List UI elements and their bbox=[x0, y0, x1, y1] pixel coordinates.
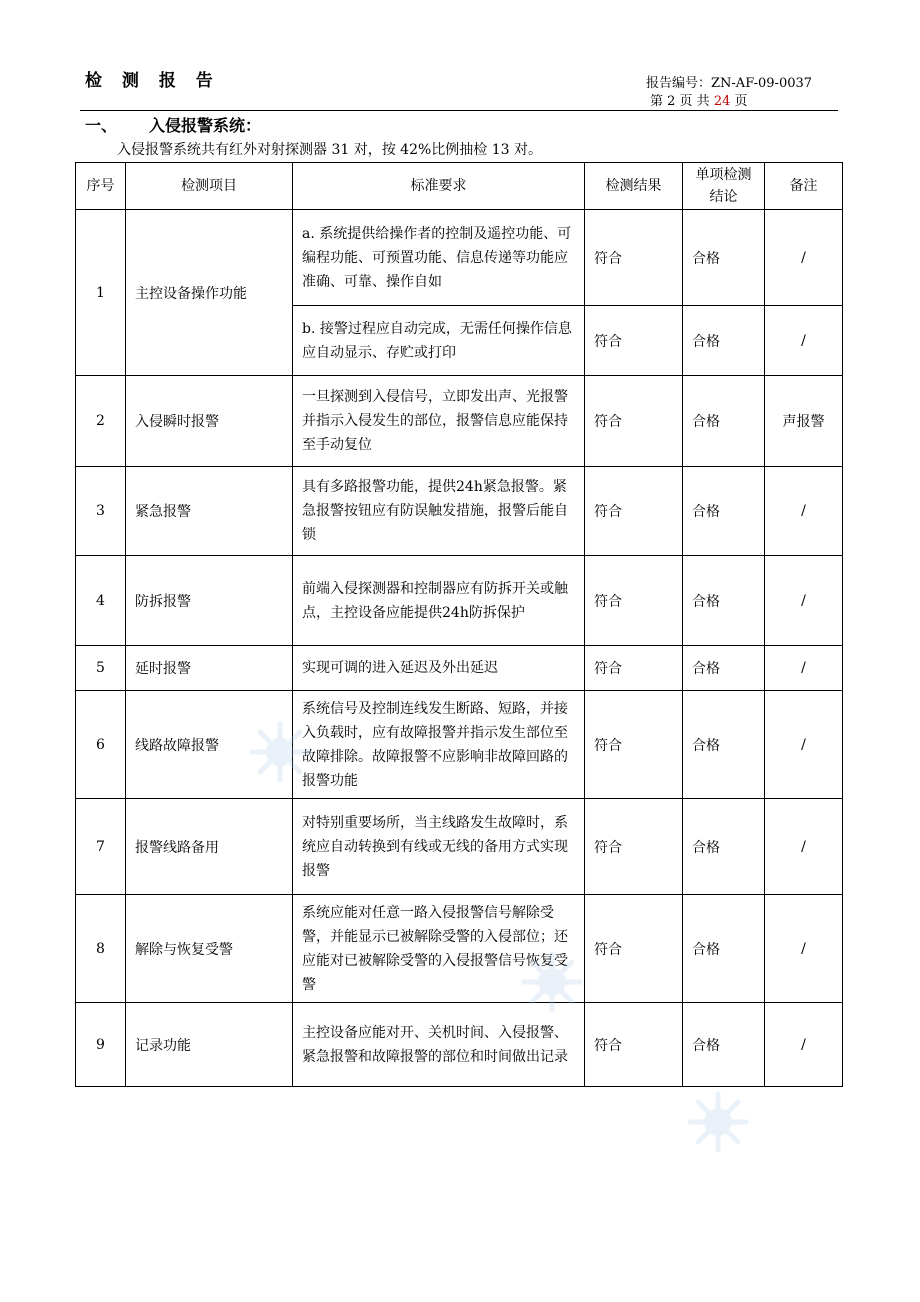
row-remark: / bbox=[765, 556, 843, 646]
row-result: 符合 bbox=[585, 210, 683, 306]
row-conclusion: 合格 bbox=[683, 799, 765, 895]
row-conclusion: 合格 bbox=[683, 646, 765, 691]
section-heading bbox=[85, 113, 261, 136]
header-rule bbox=[80, 110, 838, 111]
inspection-table bbox=[75, 162, 843, 1087]
watermark-snowflake-icon bbox=[520, 950, 584, 1014]
row-conclusion: 合格 bbox=[683, 467, 765, 556]
row-item: 线路故障报警 bbox=[126, 691, 293, 799]
row-conclusion: 合格 bbox=[683, 306, 765, 376]
table-header-row bbox=[76, 163, 843, 210]
row-result: 符合 bbox=[585, 1003, 683, 1087]
header-requirement: 标准要求 bbox=[293, 163, 585, 210]
row-no: 5 bbox=[76, 646, 126, 691]
row-conclusion: 合格 bbox=[683, 895, 765, 1003]
row-requirement: 实现可调的进入延迟及外出延迟 bbox=[293, 646, 585, 691]
row-result: 符合 bbox=[585, 306, 683, 376]
row-remark: / bbox=[765, 210, 843, 306]
row-conclusion: 合格 bbox=[683, 1003, 765, 1087]
row-requirement: 具有多路报警功能，提供24h紧急报警。紧急报警按钮应有防误触发措施，报警后能自锁 bbox=[293, 467, 585, 556]
document-title: 检 测 报 告 bbox=[85, 71, 220, 91]
row-remark: / bbox=[765, 895, 843, 1003]
row-requirement: 系统信号及控制连线发生断路、短路，并接入负载时，应有故障报警并指示发生部位至故障排除。故障报警不应影响非故障回路的报警功能 bbox=[293, 691, 585, 799]
row-conclusion: 合格 bbox=[683, 210, 765, 306]
row-item: 入侵瞬时报警 bbox=[126, 376, 293, 467]
row-result: 符合 bbox=[585, 691, 683, 799]
row-conclusion: 合格 bbox=[683, 376, 765, 467]
section-intro: 入侵报警系统共有红外对射探测器 31 对，按 42%比例抽检 13 对。 bbox=[117, 142, 542, 158]
row-no: 3 bbox=[76, 467, 126, 556]
row-result: 符合 bbox=[585, 895, 683, 1003]
row-remark: / bbox=[765, 691, 843, 799]
header-conclusion: 单项检测 结论 bbox=[683, 163, 765, 210]
row-item: 解除与恢复受警 bbox=[126, 895, 293, 1003]
watermark-snowflake-icon bbox=[686, 1090, 750, 1154]
row-requirement: 前端入侵探测器和控制器应有防拆开关或触点，主控设备应能提供24h防拆保护 bbox=[293, 556, 585, 646]
row-no: 8 bbox=[76, 895, 126, 1003]
row-remark: 声报警 bbox=[765, 376, 843, 467]
table-row bbox=[76, 210, 843, 306]
page-prefix: 第 2 页 共 bbox=[650, 94, 714, 109]
table-row bbox=[76, 376, 843, 467]
row-no: 1 bbox=[76, 210, 126, 376]
report-number: 报告编号：ZN-AF-09-0037 bbox=[646, 76, 813, 91]
row-remark: / bbox=[765, 799, 843, 895]
row-result: 符合 bbox=[585, 646, 683, 691]
row-result: 符合 bbox=[585, 556, 683, 646]
row-item: 记录功能 bbox=[126, 1003, 293, 1087]
row-result: 符合 bbox=[585, 467, 683, 556]
row-requirement: a. 系统提供给操作者的控制及遥控功能、可编程功能、可预置功能、信息传递等功能应准确、可靠、操作自如 bbox=[293, 210, 585, 306]
row-conclusion: 合格 bbox=[683, 691, 765, 799]
row-result: 符合 bbox=[585, 376, 683, 467]
table-row bbox=[76, 556, 843, 646]
row-remark: / bbox=[765, 306, 843, 376]
row-item: 报警线路备用 bbox=[126, 799, 293, 895]
header-no: 序号 bbox=[76, 163, 126, 210]
header-remark: 备注 bbox=[765, 163, 843, 210]
row-no: 7 bbox=[76, 799, 126, 895]
header-result: 检测结果 bbox=[585, 163, 683, 210]
row-item: 延时报警 bbox=[126, 646, 293, 691]
row-item: 主控设备操作功能 bbox=[126, 210, 293, 376]
row-requirement: b. 接警过程应自动完成，无需任何操作信息应自动显示、存贮或打印 bbox=[293, 306, 585, 376]
row-no: 4 bbox=[76, 556, 126, 646]
row-remark: / bbox=[765, 1003, 843, 1087]
watermark-snowflake-icon bbox=[248, 720, 312, 784]
row-requirement: 一旦探测到入侵信号，立即发出声、光报警并指示入侵发生的部位，报警信息应能保持至手动复位 bbox=[293, 376, 585, 467]
table-row bbox=[76, 691, 843, 799]
table-row bbox=[76, 895, 843, 1003]
row-requirement: 主控设备应能对开、关机时间、入侵报警、紧急报警和故障报警的部位和时间做出记录 bbox=[293, 1003, 585, 1087]
row-item: 紧急报警 bbox=[126, 467, 293, 556]
table-row bbox=[76, 646, 843, 691]
row-remark: / bbox=[765, 467, 843, 556]
row-result: 符合 bbox=[585, 799, 683, 895]
row-no: 2 bbox=[76, 376, 126, 467]
table-row bbox=[76, 799, 843, 895]
header-item: 检测项目 bbox=[126, 163, 293, 210]
row-item: 防拆报警 bbox=[126, 556, 293, 646]
row-conclusion: 合格 bbox=[683, 556, 765, 646]
row-remark: / bbox=[765, 646, 843, 691]
page-suffix: 页 bbox=[730, 94, 748, 109]
row-requirement: 系统应能对任意一路入侵报警信号解除受警，并能显示已被解除受警的入侵部位；还应能对已被解除受警的入侵报警信号恢复受警 bbox=[293, 895, 585, 1003]
table-row bbox=[76, 467, 843, 556]
page-total: 24 bbox=[713, 94, 731, 109]
page-info bbox=[650, 90, 748, 109]
row-requirement: 对特别重要场所，当主线路发生故障时，系统应自动转换到有线或无线的备用方式实现报警 bbox=[293, 799, 585, 895]
table-row bbox=[76, 1003, 843, 1087]
section-number: 一、 bbox=[85, 116, 118, 135]
section-title: 入侵报警系统： bbox=[149, 116, 262, 135]
row-no: 9 bbox=[76, 1003, 126, 1087]
row-no: 6 bbox=[76, 691, 126, 799]
